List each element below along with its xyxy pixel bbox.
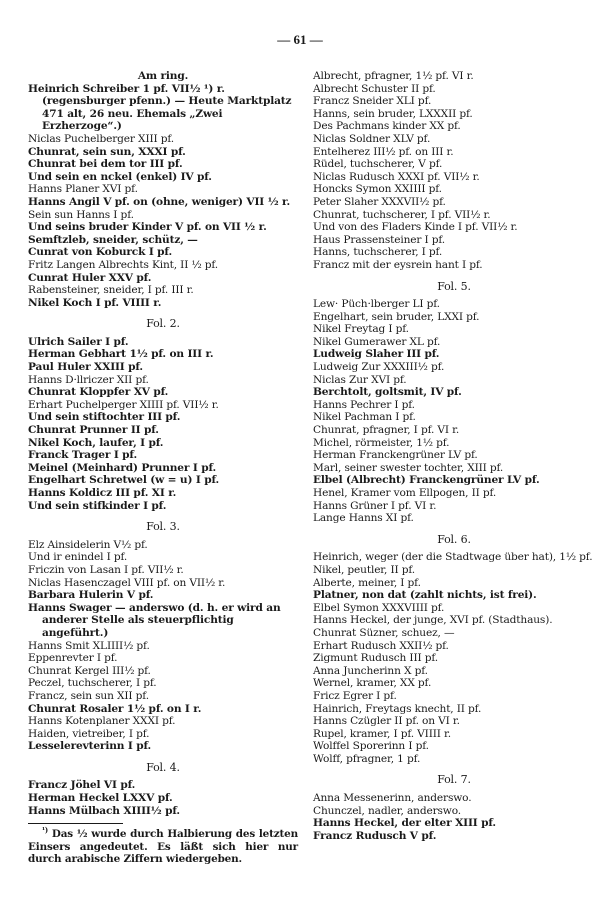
tax-entry: Hanns, sein bruder, LXXXII pf.: [313, 107, 473, 120]
footnote: [28, 825, 298, 866]
tax-entry: Niclas Soldner XLV pf.: [313, 132, 431, 145]
folio-heading: Fol. 2.: [146, 317, 180, 331]
tax-entry: Hanns Swager — anderswo (d. h. er wird an anderer Stelle als steuerpflichtig angeführt.): [28, 601, 281, 639]
tax-entry: Albrecht, pfragner, 1½ pf. VI r.: [313, 70, 474, 82]
folio-heading: Fol. 4.: [146, 760, 180, 774]
tax-entry: Haus Prassensteiner I pf.: [313, 233, 446, 246]
tax-entry: Friczin von Lasan I pf. VII½ r.: [28, 563, 184, 576]
tax-entry: Ludweig Slaher III pf.: [313, 348, 440, 361]
tax-entry: Und von des Fladers Kinde I pf. VII½ r.: [313, 221, 518, 234]
tax-entry: Francz, sein sun XII pf.: [28, 689, 149, 702]
tax-entry: Francz Sneider XLI pf.: [313, 95, 432, 108]
folio-heading: Fol. 6.: [437, 532, 471, 546]
tax-entry: Und sein en nckel (enkel) IV pf.: [28, 170, 212, 183]
tax-entry: Herman Heckel LXXV pf.: [28, 792, 173, 805]
tax-entry: Francz mit der eysrein hant I pf.: [313, 258, 483, 271]
tax-entry: Elz Ainsidelerin V½ pf.: [28, 538, 148, 551]
tax-entry: Cunrat Huler XXV pf.: [28, 271, 152, 284]
tax-entry: Meinel (Meinhard) Prunner I pf.: [28, 461, 217, 474]
tax-entry: Chunrat, tuchscherer, I pf. VII½ r.: [313, 208, 491, 221]
folio-heading: Fol. 3.: [146, 520, 180, 534]
tax-entry: Hanns Heckel, der junge, XVI pf. (Stadthaus).: [313, 614, 553, 627]
tax-entry: Francz Rudusch V pf.: [313, 829, 437, 842]
tax-entry: Chunrat, sein sun, XXXI pf.: [28, 145, 186, 158]
tax-entry: Sein sun Hanns I pf.: [28, 208, 134, 221]
tax-entry: Francz Jöhel VI pf.: [28, 779, 136, 792]
tax-entry: Cunrat von Koburck I pf.: [28, 246, 173, 259]
left-sections: [28, 83, 298, 818]
folio-heading: Fol. 5.: [437, 279, 471, 293]
tax-entry: Wernel, kramer, XX pf.: [313, 677, 432, 690]
tax-entry: Ulrich Sailer I pf.: [28, 335, 129, 348]
tax-entry: Chunrat Prunner II pf.: [28, 424, 159, 437]
tax-entry: Chunrat Süzner, schuez, —: [313, 626, 455, 639]
tax-entry: Hanns Mülbach XIIII½ pf.: [28, 804, 180, 817]
tax-entry: Nikel Koch, laufer, I pf.: [28, 436, 164, 449]
tax-entry: Rabensteiner, sneider, I pf. III r.: [28, 284, 194, 297]
tax-entry: Haiden, vietreiber, I pf.: [28, 727, 150, 740]
tax-entry: Fricz Egrer I pf.: [313, 689, 397, 702]
tax-entry: Und sein stifkinder I pf.: [28, 499, 167, 512]
section-heading: Am ring.: [137, 70, 189, 82]
tax-entry: Alberte, meiner, I pf.: [313, 576, 421, 589]
tax-entry: Elbel (Albrecht) Franckengrüner LV pf.: [313, 474, 540, 487]
footnote-divider: [28, 823, 123, 824]
tax-entry: Und sein stiftochter III pf.: [28, 411, 181, 424]
tax-entry: Henel, Kramer vom Ellpogen, II pf.: [313, 487, 497, 499]
tax-entry: Erhart Rudusch XXII½ pf.: [313, 639, 449, 652]
tax-entry: Und ir enindel I pf.: [28, 551, 128, 564]
tax-entry: Rüdel, tuchscherer, V pf.: [313, 158, 443, 171]
tax-entry: Chunrat, pfragner, I pf. VI r.: [313, 424, 460, 437]
tax-entry: Herman Gebhart 1½ pf. on III r.: [28, 348, 214, 361]
tax-entry: Engelhart Schretwel (w = u) I pf.: [28, 474, 220, 487]
footnote-marker: ¹): [42, 825, 49, 835]
right-column: [313, 70, 595, 842]
tax-entry: Berchtolt, goltsmit, IV pf.: [313, 386, 462, 399]
tax-entry: Franck Trager I pf.: [28, 449, 138, 462]
tax-entry: Marl, seiner swester tochter, XIII pf.: [313, 461, 504, 474]
tax-entry: Peter Slaher XXXVII½ pf.: [313, 195, 446, 208]
tax-entry: Erhart Puchelperger XIIII pf. VII½ r.: [28, 398, 219, 411]
tax-entry: Niclas Puchelberger XIII pf.: [28, 132, 175, 145]
tax-entry: Nikel Freytag I pf.: [313, 323, 409, 336]
tax-entry: Heinrich, weger (der die Stadtwage über hat), 1½ pf.: [313, 551, 593, 564]
tax-entry: Eppenrevter I pf.: [28, 652, 118, 665]
tax-entry: Honcks Symon XXIIII pf.: [313, 183, 442, 196]
tax-entry: Hanns Kotenplaner XXXI pf.: [28, 715, 176, 728]
tax-entry: Engelhart, sein bruder, LXXI pf.: [313, 310, 480, 323]
tax-entry: Hanns Pechrer I pf.: [313, 398, 415, 411]
tax-entry: Chunrat Rosaler 1½ pf. on I r.: [28, 702, 202, 715]
tax-entry: Nikel Gumerawer XL pf.: [313, 335, 441, 348]
tax-entry: Rupel, kramer, I pf. VIIII r.: [313, 727, 452, 740]
tax-entry: Elbel Symon XXXVIIII pf.: [313, 601, 445, 614]
tax-entry: Anna Messenerinn, anderswo.: [313, 792, 472, 805]
tax-entry: Hanns Heckel, der elter XIII pf.: [313, 817, 496, 830]
tax-entry: Zigmunt Rudusch III pf.: [313, 652, 438, 665]
tax-entry: Hainrich, Freytags knecht, II pf.: [313, 702, 482, 715]
tax-entry: Lesselerevterinn I pf.: [28, 740, 152, 753]
tax-entry: Hanns Planer XVI pf.: [28, 183, 138, 196]
tax-entry: Hanns D·llriczer XII pf.: [28, 373, 149, 386]
tax-entry: Nikel, peutler, II pf.: [313, 563, 416, 576]
tax-entry: Chunrat bei dem tor III pf.: [28, 158, 183, 171]
tax-entry: Wolff, pfragner, 1 pf.: [313, 752, 421, 765]
folio-heading: Fol. 7.: [437, 773, 471, 787]
tax-entry: Albrecht Schuster II pf.: [313, 82, 436, 95]
tax-entry: Hanns Grüner I pf. VI r.: [313, 499, 437, 512]
tax-entry: Lew· Püch·lberger LI pf.: [313, 298, 440, 311]
tax-entry: Lange Hanns XI pf.: [313, 512, 414, 525]
tax-entry: Hanns Koldicz III pf. XI r.: [28, 487, 177, 499]
right-sections: [313, 70, 595, 842]
tax-entry: Niclas Hasenczagel VIII pf. on VII½ r.: [28, 576, 226, 589]
tax-entry: Hanns Smit XLIIII½ pf.: [28, 639, 150, 652]
tax-entry: Nikel Pachman I pf.: [313, 411, 416, 424]
tax-entry: Ludweig Zur XXXIII½ pf.: [313, 361, 445, 374]
tax-entry: Anna Juncherinn X pf.: [313, 664, 428, 677]
tax-entry: Hanns, tuchscherer, I pf.: [313, 246, 443, 259]
tax-entry: Chunrat Kloppfer XV pf.: [28, 386, 169, 399]
tax-entry: Entelherez III½ pf. on III r.: [313, 145, 454, 158]
tax-entry: Wolffel Sporerinn I pf.: [313, 740, 429, 753]
tax-entry: Fritz Langen Albrechts Kint, II ½ pf.: [28, 258, 219, 271]
tax-entry: Barbara Hulerin V pf.: [28, 589, 154, 602]
tax-entry: Niclas Zur XVI pf.: [313, 373, 407, 386]
tax-entry: Semftzleb, sneider, schütz, —: [28, 233, 198, 246]
tax-entry: Paul Huler XXIII pf.: [28, 361, 143, 374]
page-number: — 61 —: [277, 32, 323, 47]
left-column: [28, 70, 298, 866]
tax-entry: Herman Franckengrüner LV pf.: [313, 449, 478, 462]
tax-entry: Chunczel, nadler, anderswo.: [313, 804, 461, 817]
tax-entry: Platner, non dat (zahlt nichts, ist frei).: [313, 589, 537, 602]
tax-entry: Heinrich Schreiber 1 pf. VII½ ¹) r. (regensburger pfenn.) — Heute Marktplatz 471 alt, 26 neu. Ehemals „Zwei Erzherzoge“.): [28, 82, 292, 133]
tax-entry: Chunrat Kergel III½ pf.: [28, 664, 151, 677]
tax-entry: Und seins bruder Kinder V pf. on VII ½ r.: [28, 221, 267, 234]
tax-entry: Des Pachmans kinder XX pf.: [313, 120, 461, 133]
tax-entry: Hanns Angil V pf. on (ohne, weniger) VII ½ r.: [28, 195, 291, 208]
tax-entry: Hanns Czügler II pf. on VI r.: [313, 715, 460, 728]
tax-entry: Nikel Koch I pf. VIIII r.: [28, 296, 162, 309]
tax-entry: Niclas Rudusch XXXI pf. VII½ r.: [313, 170, 480, 183]
footnote-text: Das ½ wurde durch Halbierung des letzten Einsers angedeutet. Es läßt sich hier nur durch arabische Ziffern wiedergeben.: [28, 828, 298, 866]
tax-entry: Peczel, tuchscherer, I pf.: [28, 677, 157, 690]
tax-entry: Michel, rörmeister, 1½ pf.: [313, 436, 450, 449]
